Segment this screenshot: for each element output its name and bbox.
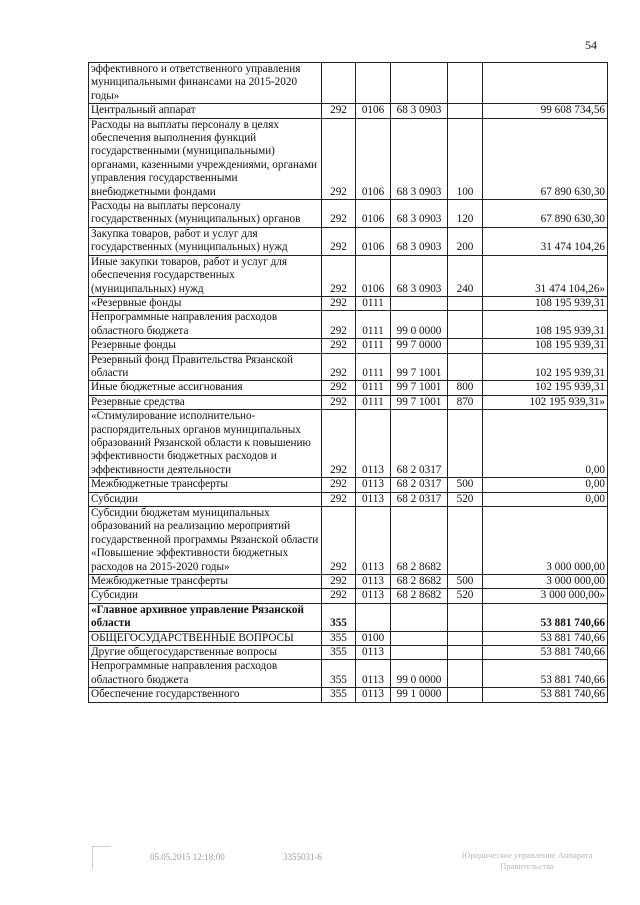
cell-name: Субсидии bbox=[89, 492, 322, 506]
cell-vr: 870 bbox=[448, 395, 483, 409]
cell-sum: 0,00 bbox=[483, 478, 608, 492]
table-row bbox=[89, 575, 608, 589]
cell-razd: 0113 bbox=[356, 410, 391, 478]
cell-csr: 68 2 0317 bbox=[391, 492, 448, 506]
cell-name: Другие общегосударственные вопросы bbox=[89, 646, 322, 660]
cell-csr: 99 7 1001 bbox=[391, 353, 448, 381]
cell-ved: 292 bbox=[322, 381, 356, 395]
cell-sum: 102 195 939,31» bbox=[483, 395, 608, 409]
table-row bbox=[89, 603, 608, 631]
cell-name: Непрограммные направления расходов областного бюджета bbox=[89, 660, 322, 688]
cell-ved: 355 bbox=[322, 646, 356, 660]
cell-ved: 292 bbox=[322, 353, 356, 381]
cell-vr bbox=[448, 296, 483, 310]
table-row bbox=[89, 227, 608, 255]
cell-csr: 68 3 0903 bbox=[391, 118, 448, 199]
cell-ved: 292 bbox=[322, 296, 356, 310]
cell-sum: 108 195 939,31 bbox=[483, 311, 608, 339]
table-row bbox=[89, 688, 608, 702]
cell-name: Иные бюджетные ассигнования bbox=[89, 381, 322, 395]
cell-vr bbox=[448, 646, 483, 660]
cell-vr bbox=[448, 353, 483, 381]
table-row bbox=[89, 660, 608, 688]
registry-stamp: Юридическое управление Аппарата Правительства bbox=[461, 850, 593, 871]
cell-sum: 102 195 939,31 bbox=[483, 353, 608, 381]
cell-razd: 0106 bbox=[356, 118, 391, 199]
table-row bbox=[89, 104, 608, 118]
cell-razd bbox=[356, 63, 391, 104]
cell-csr bbox=[391, 603, 448, 631]
cell-name: Субсидии bbox=[89, 589, 322, 603]
table-row bbox=[89, 339, 608, 353]
cell-ved: 292 bbox=[322, 410, 356, 478]
cell-vr: 200 bbox=[448, 227, 483, 255]
cell-vr: 800 bbox=[448, 381, 483, 395]
cell-name: Расходы на выплаты персоналу государственных (муниципальных) органов bbox=[89, 200, 322, 228]
cell-sum bbox=[483, 63, 608, 104]
cell-name: Центральный аппарат bbox=[89, 104, 322, 118]
cell-name: эффективного и ответственного управления муниципальными финансами на 2015-2020 годы» bbox=[89, 63, 322, 104]
cell-csr: 68 2 8682 bbox=[391, 589, 448, 603]
cell-ved: 355 bbox=[322, 603, 356, 631]
cell-sum: 31 474 104,26» bbox=[483, 255, 608, 296]
cell-sum: 3 000 000,00» bbox=[483, 589, 608, 603]
cell-csr bbox=[391, 63, 448, 104]
cell-sum: 3 000 000,00 bbox=[483, 507, 608, 575]
budget-table bbox=[88, 62, 608, 703]
table-row bbox=[89, 200, 608, 228]
cell-sum: 108 195 939,31 bbox=[483, 296, 608, 310]
page-number: 54 bbox=[585, 38, 597, 52]
cell-csr: 68 3 0903 bbox=[391, 104, 448, 118]
table-row bbox=[89, 118, 608, 199]
cell-sum: 53 881 740,66 bbox=[483, 603, 608, 631]
cell-name: ОБЩЕГОСУДАРСТВЕННЫЕ ВОПРОСЫ bbox=[89, 631, 322, 645]
cell-razd: 0113 bbox=[356, 478, 391, 492]
cell-ved: 292 bbox=[322, 492, 356, 506]
cell-csr bbox=[391, 646, 448, 660]
table-row bbox=[89, 410, 608, 478]
cell-razd: 0113 bbox=[356, 507, 391, 575]
scan-corner-mark bbox=[92, 846, 111, 869]
cell-name: «Стимулирование исполнительно-распорядительных органов муниципальных образований Рязанской области к повышению эффективности бюджетных расходов и эффективности деятельности bbox=[89, 410, 322, 478]
cell-name: Обеспечение государственного bbox=[89, 688, 322, 702]
table-row bbox=[89, 631, 608, 645]
cell-vr bbox=[448, 339, 483, 353]
cell-sum: 67 890 630,30 bbox=[483, 118, 608, 199]
cell-csr: 99 7 1001 bbox=[391, 381, 448, 395]
cell-ved bbox=[322, 63, 356, 104]
cell-vr bbox=[448, 603, 483, 631]
table-row bbox=[89, 353, 608, 381]
cell-razd: 0100 bbox=[356, 631, 391, 645]
cell-csr: 99 1 0000 bbox=[391, 688, 448, 702]
cell-razd: 0113 bbox=[356, 589, 391, 603]
cell-ved: 292 bbox=[322, 200, 356, 228]
cell-name: Субсидии бюджетам муниципальных образований на реализацию мероприятий государственной программы Рязанской области «Повышение эффективности бюджетных расходов на 2015-2020 годы» bbox=[89, 507, 322, 575]
cell-sum: 31 474 104,26 bbox=[483, 227, 608, 255]
cell-ved: 355 bbox=[322, 688, 356, 702]
cell-sum: 102 195 939,31 bbox=[483, 381, 608, 395]
cell-razd: 0113 bbox=[356, 492, 391, 506]
cell-sum: 67 890 630,30 bbox=[483, 200, 608, 228]
cell-razd: 0106 bbox=[356, 200, 391, 228]
cell-ved: 292 bbox=[322, 507, 356, 575]
cell-razd: 0113 bbox=[356, 646, 391, 660]
cell-sum: 53 881 740,66 bbox=[483, 660, 608, 688]
cell-razd: 0111 bbox=[356, 395, 391, 409]
cell-vr: 240 bbox=[448, 255, 483, 296]
cell-ved: 292 bbox=[322, 478, 356, 492]
cell-ved: 292 bbox=[322, 395, 356, 409]
cell-sum: 0,00 bbox=[483, 492, 608, 506]
cell-vr: 520 bbox=[448, 492, 483, 506]
cell-vr bbox=[448, 507, 483, 575]
cell-ved: 292 bbox=[322, 339, 356, 353]
table-row bbox=[89, 646, 608, 660]
cell-vr bbox=[448, 688, 483, 702]
cell-csr: 68 2 0317 bbox=[391, 410, 448, 478]
cell-name: Непрограммные направления расходов областного бюджета bbox=[89, 311, 322, 339]
cell-csr: 68 3 0903 bbox=[391, 227, 448, 255]
cell-ved: 292 bbox=[322, 118, 356, 199]
cell-sum: 53 881 740,66 bbox=[483, 646, 608, 660]
cell-ved: 292 bbox=[322, 104, 356, 118]
cell-csr: 68 2 8682 bbox=[391, 575, 448, 589]
cell-razd: 0106 bbox=[356, 227, 391, 255]
table-row bbox=[89, 395, 608, 409]
table-row bbox=[89, 589, 608, 603]
cell-csr: 99 7 1001 bbox=[391, 395, 448, 409]
cell-sum: 53 881 740,66 bbox=[483, 631, 608, 645]
footer-datetime: 05.05.2015 12:18:00 bbox=[150, 852, 225, 862]
cell-csr: 99 0 0000 bbox=[391, 660, 448, 688]
cell-csr: 68 3 0903 bbox=[391, 255, 448, 296]
cell-razd: 0111 bbox=[356, 339, 391, 353]
cell-vr: 500 bbox=[448, 575, 483, 589]
table-row bbox=[89, 507, 608, 575]
table-row bbox=[89, 63, 608, 104]
cell-name: Расходы на выплаты персоналу в целях обеспечения выполнения функций государственными (муниципальными) органами, казенными учреждениями, органами управления государственными внебюджетными фондами bbox=[89, 118, 322, 199]
cell-razd: 0111 bbox=[356, 296, 391, 310]
footer-doc-number: 3355031-6 bbox=[283, 852, 322, 862]
cell-vr bbox=[448, 660, 483, 688]
table-row bbox=[89, 311, 608, 339]
cell-name: Закупка товаров, работ и услуг для государственных (муниципальных) нужд bbox=[89, 227, 322, 255]
cell-vr: 500 bbox=[448, 478, 483, 492]
cell-razd: 0111 bbox=[356, 311, 391, 339]
cell-vr bbox=[448, 63, 483, 104]
cell-name: «Главное архивное управление Рязанской области bbox=[89, 603, 322, 631]
cell-name: Резервные фонды bbox=[89, 339, 322, 353]
cell-sum: 108 195 939,31 bbox=[483, 339, 608, 353]
cell-sum: 53 881 740,66 bbox=[483, 688, 608, 702]
cell-csr bbox=[391, 296, 448, 310]
cell-name: Иные закупки товаров, работ и услуг для обеспечения государственных (муниципальных) нужд bbox=[89, 255, 322, 296]
cell-vr bbox=[448, 104, 483, 118]
cell-razd: 0113 bbox=[356, 575, 391, 589]
table-row bbox=[89, 478, 608, 492]
cell-razd: 0113 bbox=[356, 660, 391, 688]
cell-name: Резервные средства bbox=[89, 395, 322, 409]
cell-name: Межбюджетные трансферты bbox=[89, 575, 322, 589]
cell-vr bbox=[448, 410, 483, 478]
cell-name: Резервный фонд Правительства Рязанской области bbox=[89, 353, 322, 381]
table-row bbox=[89, 255, 608, 296]
cell-csr: 99 7 0000 bbox=[391, 339, 448, 353]
cell-razd bbox=[356, 603, 391, 631]
cell-razd: 0106 bbox=[356, 104, 391, 118]
cell-ved: 292 bbox=[322, 255, 356, 296]
cell-csr bbox=[391, 631, 448, 645]
cell-vr: 100 bbox=[448, 118, 483, 199]
cell-vr bbox=[448, 631, 483, 645]
cell-csr: 68 3 0903 bbox=[391, 200, 448, 228]
cell-vr: 520 bbox=[448, 589, 483, 603]
table-row bbox=[89, 381, 608, 395]
cell-sum: 3 000 000,00 bbox=[483, 575, 608, 589]
cell-ved: 292 bbox=[322, 589, 356, 603]
cell-csr: 68 2 8682 bbox=[391, 507, 448, 575]
table-row bbox=[89, 492, 608, 506]
cell-csr: 99 0 0000 bbox=[391, 311, 448, 339]
cell-vr: 120 bbox=[448, 200, 483, 228]
cell-ved: 355 bbox=[322, 660, 356, 688]
cell-razd: 0113 bbox=[356, 688, 391, 702]
cell-ved: 292 bbox=[322, 311, 356, 339]
cell-csr: 68 2 0317 bbox=[391, 478, 448, 492]
cell-ved: 292 bbox=[322, 575, 356, 589]
cell-name: Межбюджетные трансферты bbox=[89, 478, 322, 492]
cell-name: «Резервные фонды bbox=[89, 296, 322, 310]
cell-razd: 0106 bbox=[356, 255, 391, 296]
cell-sum: 99 608 734,56 bbox=[483, 104, 608, 118]
cell-ved: 292 bbox=[322, 227, 356, 255]
table-row bbox=[89, 296, 608, 310]
cell-sum: 0,00 bbox=[483, 410, 608, 478]
cell-razd: 0111 bbox=[356, 353, 391, 381]
cell-razd: 0111 bbox=[356, 381, 391, 395]
cell-vr bbox=[448, 311, 483, 339]
budget-table-body bbox=[89, 63, 608, 703]
cell-ved: 355 bbox=[322, 631, 356, 645]
